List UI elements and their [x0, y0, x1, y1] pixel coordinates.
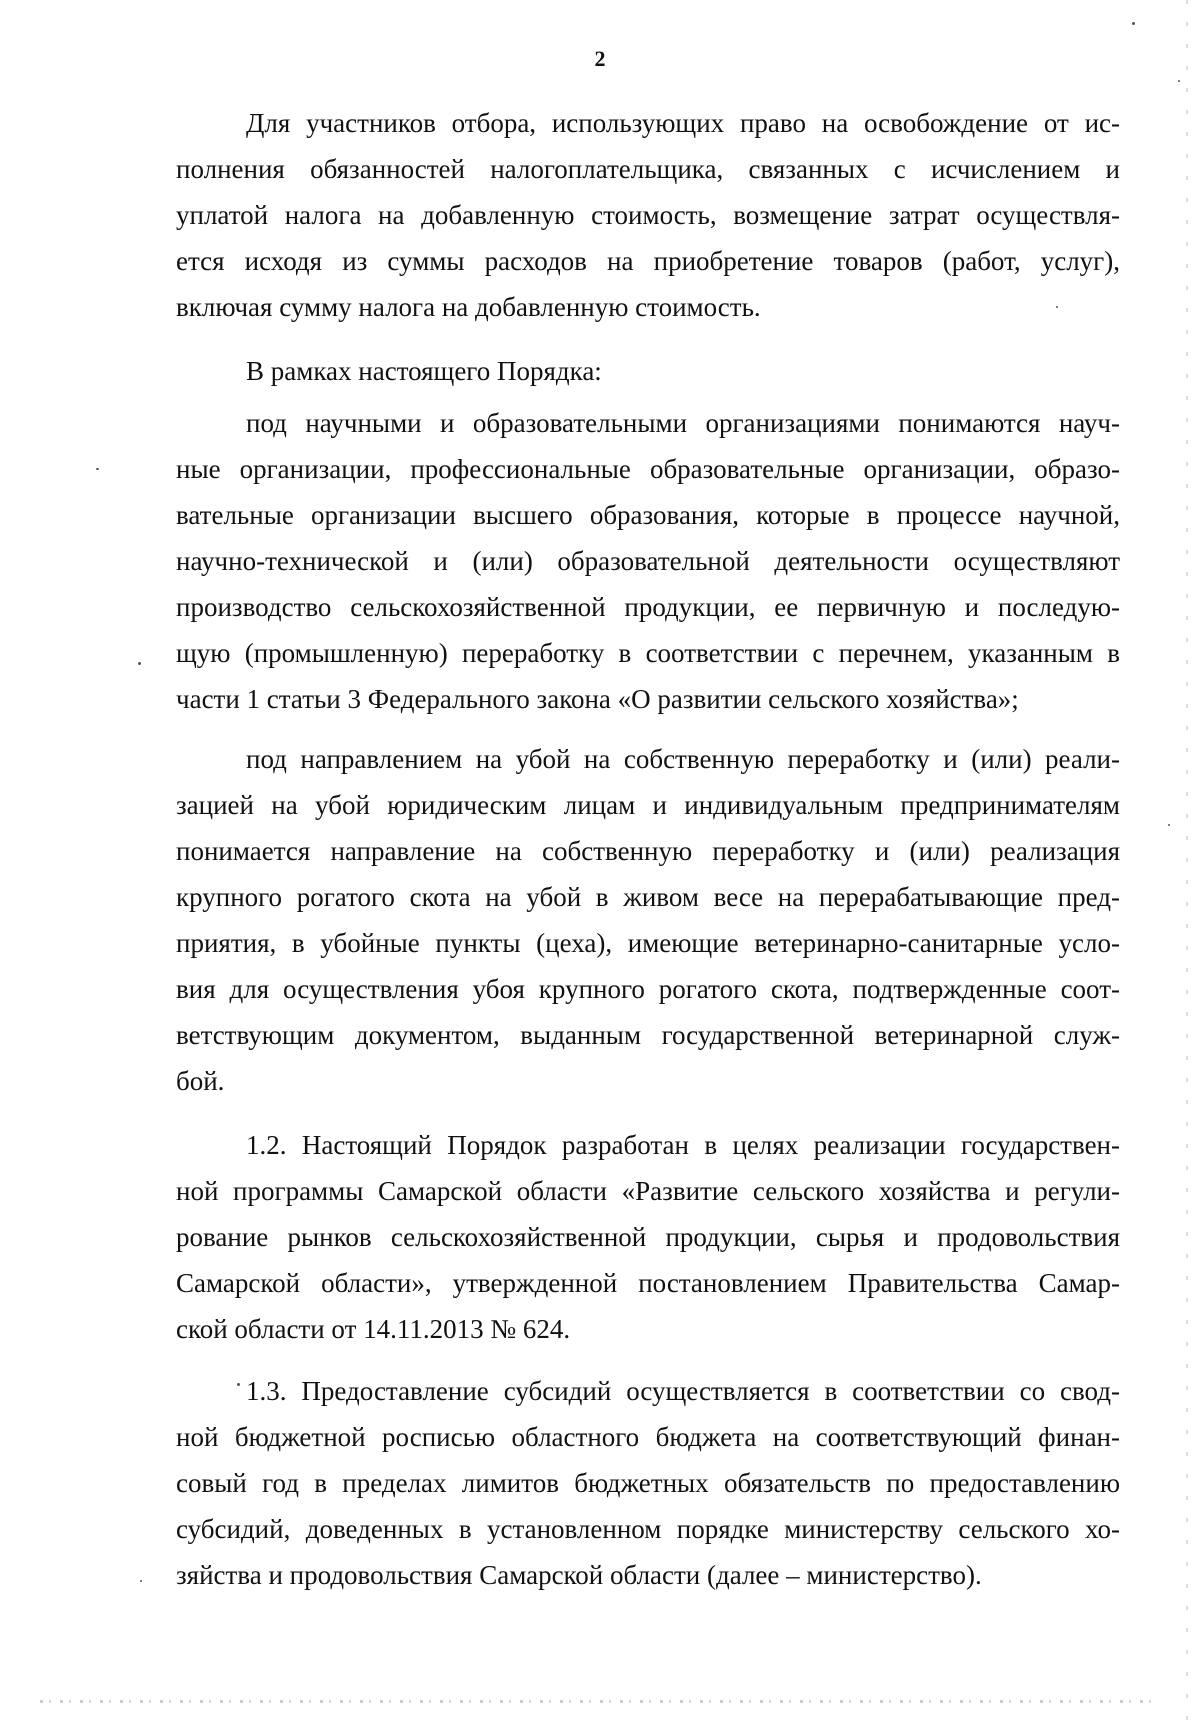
text-line: вательные организации высшего образования, которые в процессе научной,	[176, 500, 1120, 530]
scan-speck	[1132, 22, 1135, 25]
text-line: Для участников отбора, использующих право на освобождение от ис-	[246, 108, 1120, 138]
scan-speck	[96, 468, 99, 470]
text-line: щую (промышленную) переработку в соответствии с перечнем, указанным в	[176, 638, 1120, 668]
text-line: крупного рогатого скота на убой в живом весе на перерабатывающие пред-	[176, 882, 1120, 912]
scan-speck	[140, 1580, 142, 1582]
text-line: ные организации, профессиональные образовательные организации, образо-	[176, 454, 1120, 484]
text-line: ветствующим документом, выданным государственной ветеринарной служ-	[176, 1020, 1120, 1050]
text-line: полнения обязанностей налогоплательщика, связанных с исчислением и	[176, 154, 1120, 184]
text-line: В рамках настоящего Порядка:	[246, 356, 602, 386]
page-number: 2	[594, 46, 606, 71]
text-line: приятия, в убойные пункты (цеха), имеющие ветеринарно-санитарные усло-	[176, 928, 1120, 958]
text-line: Самарской области», утвержденной постановлением Правительства Самар-	[176, 1268, 1120, 1298]
scan-speck	[1056, 306, 1058, 308]
text-line: включая сумму налога на добавленную стоимость.	[176, 292, 761, 322]
scan-edge-right	[1186, 0, 1188, 1720]
scan-speck	[138, 662, 141, 665]
text-line: научно-технической и (или) образовательной деятельности осуществляют	[176, 546, 1120, 576]
scan-speck	[1178, 80, 1180, 82]
text-line: части 1 статьи 3 Федерального закона «О развитии сельского хозяйства»;	[176, 684, 1019, 714]
text-line: совый год в пределах лимитов бюджетных обязательств по предоставлению	[176, 1468, 1120, 1498]
text-line: производство сельскохозяйственной продукции, ее первичную и последую-	[176, 592, 1120, 622]
text-line: рование рынков сельскохозяйственной продукции, сырья и продовольствия	[176, 1222, 1120, 1252]
text-line: уплатой налога на добавленную стоимость, возмещение затрат осуществля-	[176, 200, 1120, 230]
text-line: ной бюджетной росписью областного бюджета на соответствующий финан-	[176, 1422, 1120, 1452]
text-line: 1.2. Настоящий Порядок разработан в целях реализации государствен-	[246, 1130, 1120, 1160]
scan-edge-bottom	[40, 1700, 1160, 1703]
text-line: вия для осуществления убоя крупного рогатого скота, подтвержденные соот-	[176, 974, 1120, 1004]
text-line: ской области от 14.11.2013 № 624.	[176, 1314, 571, 1344]
scan-speck	[237, 1383, 240, 1386]
text-line: ной программы Самарской области «Развитие сельского хозяйства и регули-	[176, 1176, 1120, 1206]
text-line: 1.3. Предоставление субсидий осуществляется в соответствии со свод-	[246, 1376, 1120, 1406]
text-line: зацией на убой юридическим лицам и индивидуальным предпринимателям	[176, 790, 1120, 820]
text-line: понимается направление на собственную переработку и (или) реализация	[176, 836, 1120, 866]
text-line: бой.	[176, 1066, 225, 1096]
text-line: под научными и образовательными организациями понимаются науч-	[246, 408, 1120, 438]
scan-speck	[1168, 824, 1170, 826]
text-line: зяйства и продовольствия Самарской области (далее – министерство).	[176, 1560, 982, 1590]
text-line: под направлением на убой на собственную переработку и (или) реали-	[246, 744, 1120, 774]
text-line: субсидий, доведенных в установленном порядке министерству сельского хо-	[176, 1514, 1120, 1544]
text-line: ется исходя из суммы расходов на приобретение товаров (работ, услуг),	[176, 246, 1120, 276]
